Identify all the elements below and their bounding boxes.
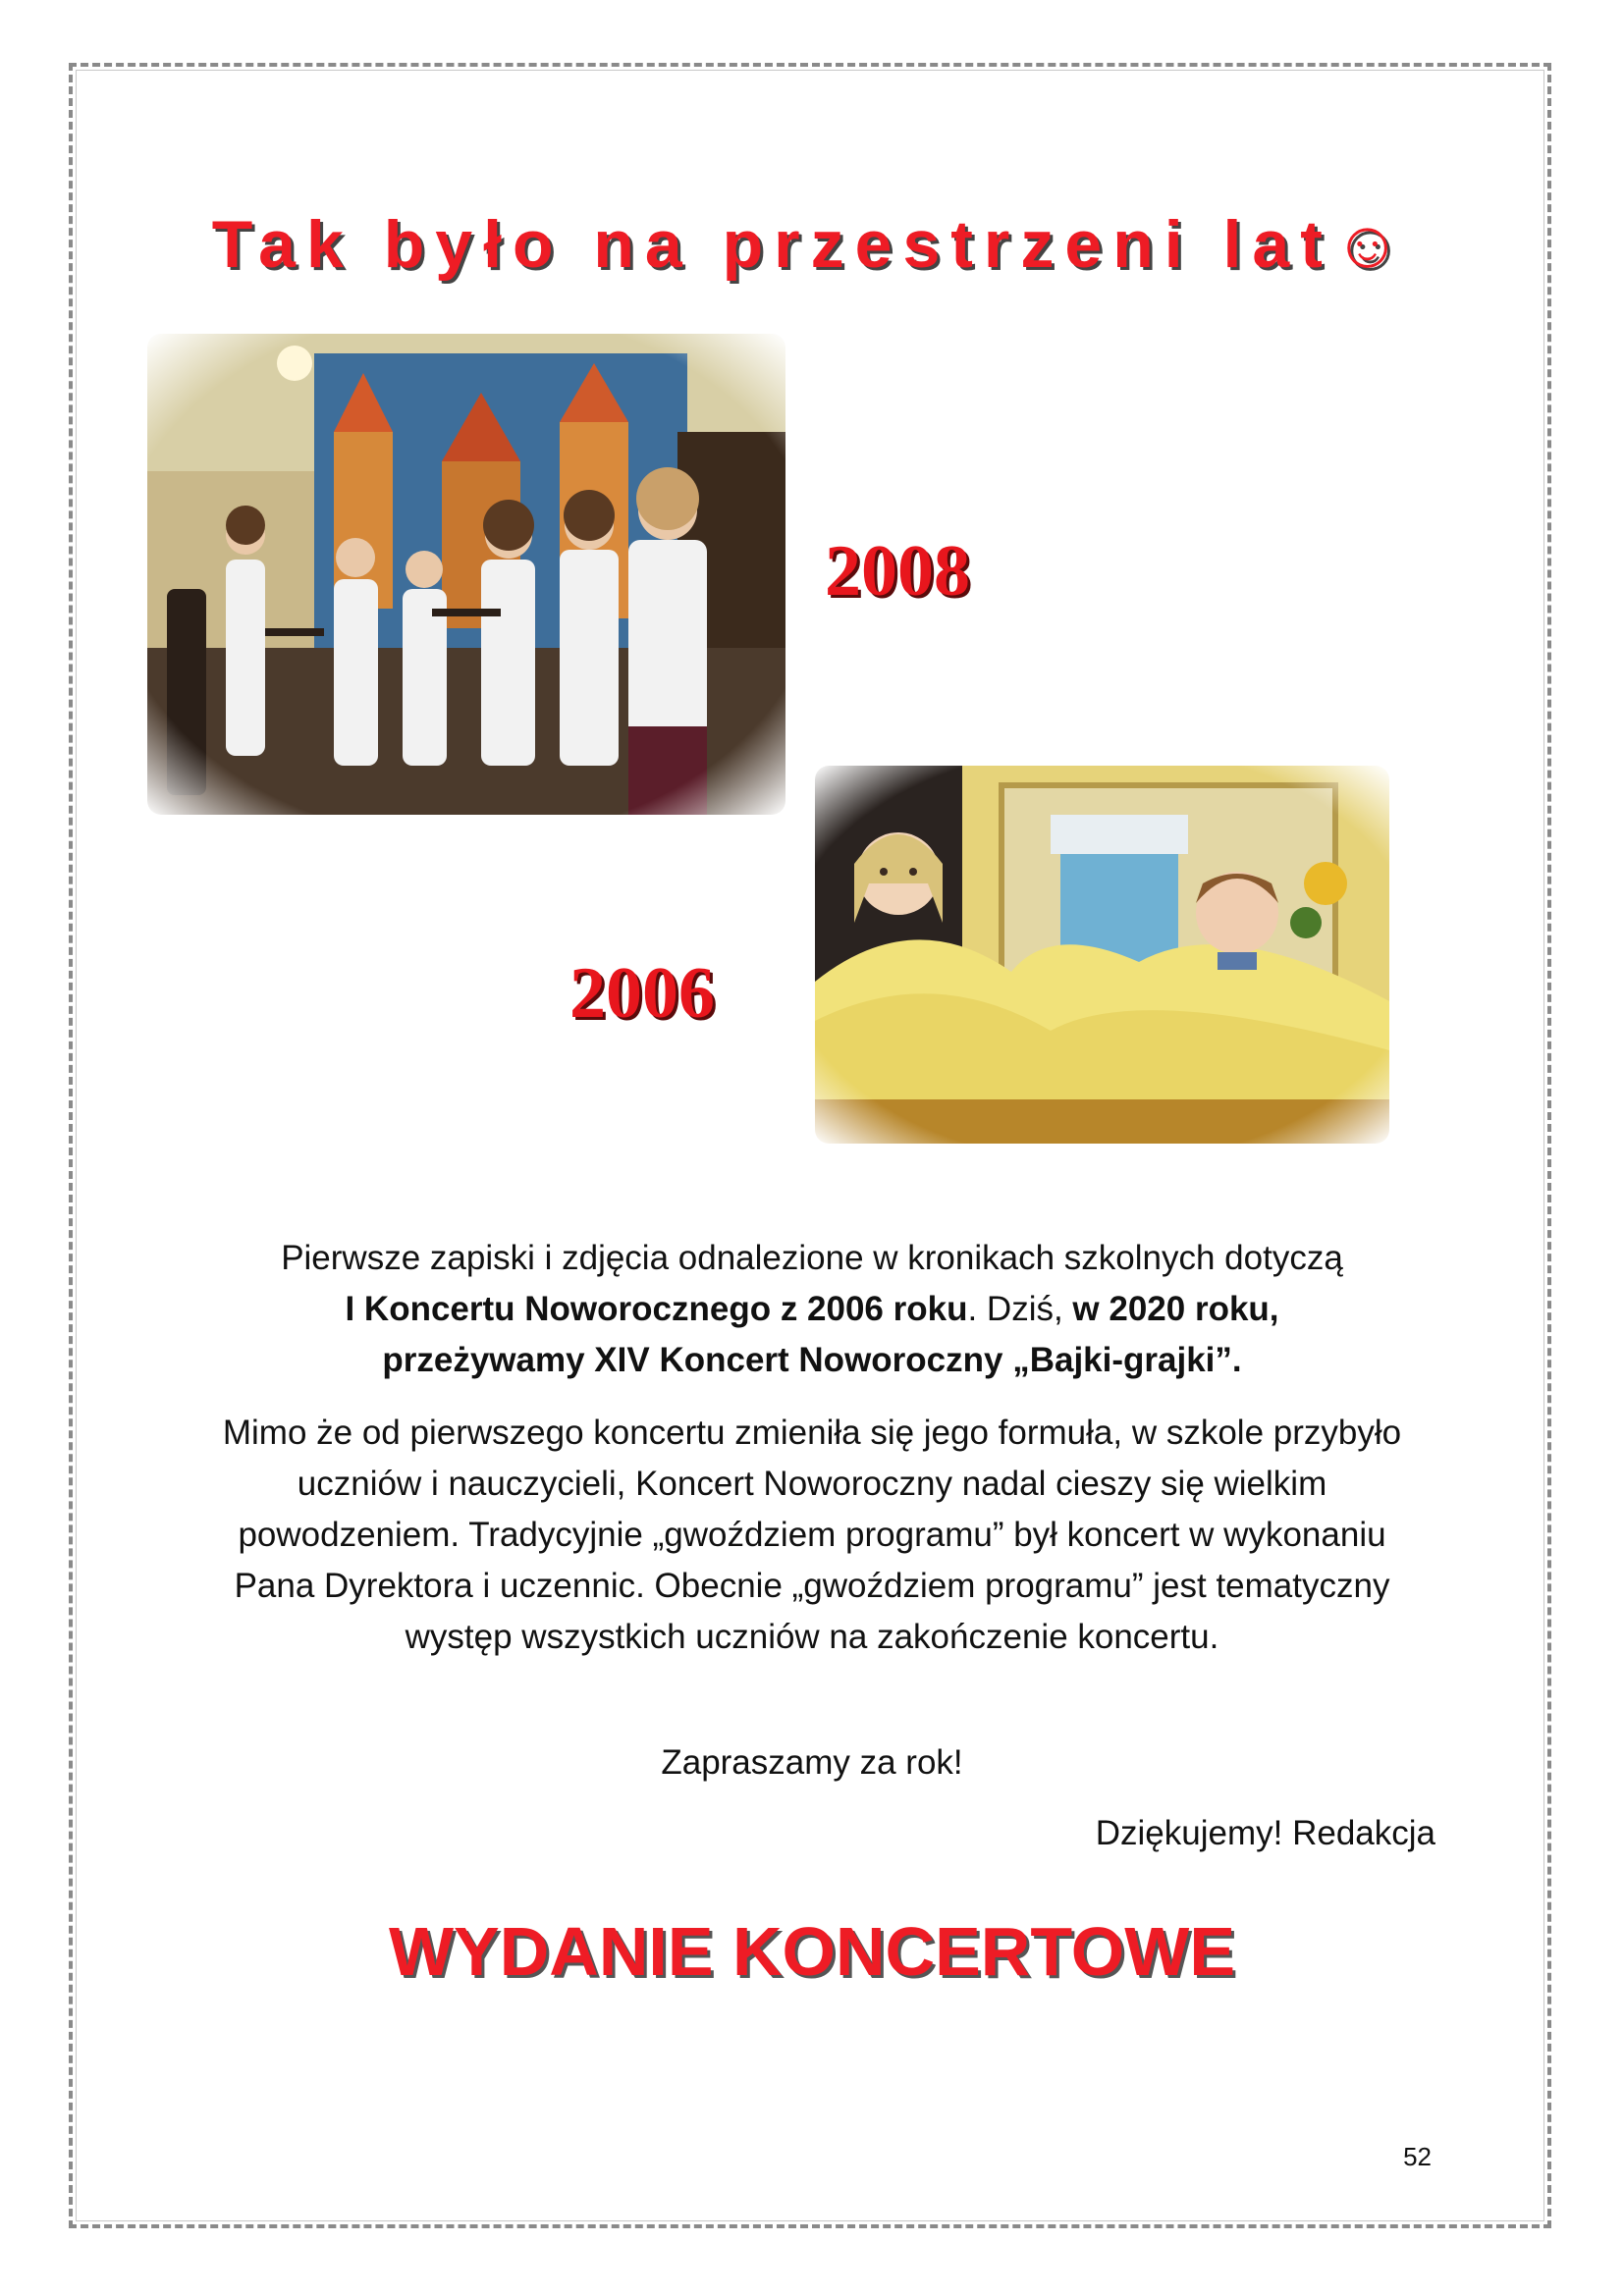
invite-text: Zapraszamy za rok!: [661, 1743, 963, 1782]
edition-heading: WYDANIE KONCERTOWE: [388, 1913, 1236, 1990]
photo-concert-2008: [147, 334, 785, 815]
history-paragraph: [208, 1408, 1416, 1663]
intro-paragraph: [196, 1233, 1428, 1386]
year-label-2008: 2008: [825, 531, 970, 612]
intro-line-1: Pierwsze zapiski i zdjęcia odnalezione w kronikach szkolnych dotyczą: [281, 1239, 1343, 1277]
intro-bold-first-concert: I Koncertu Noworocznego z 2006 roku: [345, 1290, 968, 1328]
signature: Dziękujemy! Redakcja: [1095, 1814, 1435, 1852]
invite-paragraph: [196, 1737, 1428, 1789]
intro-bold-xiv-concert: przeżywamy XIV Koncert Noworoczny „Bajki-grajki”.: [382, 1341, 1242, 1379]
history-text: Mimo że od pierwszego koncertu zmieniła się jego formuła, w szkole przybyło uczniów i nauczycieli, Koncert Noworoczny nadal cieszy się wielkim powodzeniem. Tradycyjnie „gwoździem programu” był koncert w wykonaniu Pana Dyrektora i uczennic. Obecnie „gwoździem programu” jest tematyczny występ wszystkich uczniów na zakończenie koncertu.: [222, 1414, 1402, 1656]
year-label-2006: 2006: [569, 953, 715, 1034]
intro-bold-year-2020: w 2020 roku,: [1072, 1290, 1279, 1328]
concert-recorders-image: [147, 334, 785, 815]
photo-concert-2006: [815, 766, 1389, 1144]
intro-today: . Dziś,: [967, 1290, 1073, 1328]
children-yellow-capes-image: [815, 766, 1389, 1144]
page-number: 52: [1403, 2142, 1432, 2171]
page-title: Tak było na przestrzeni lat☺: [211, 207, 1413, 282]
